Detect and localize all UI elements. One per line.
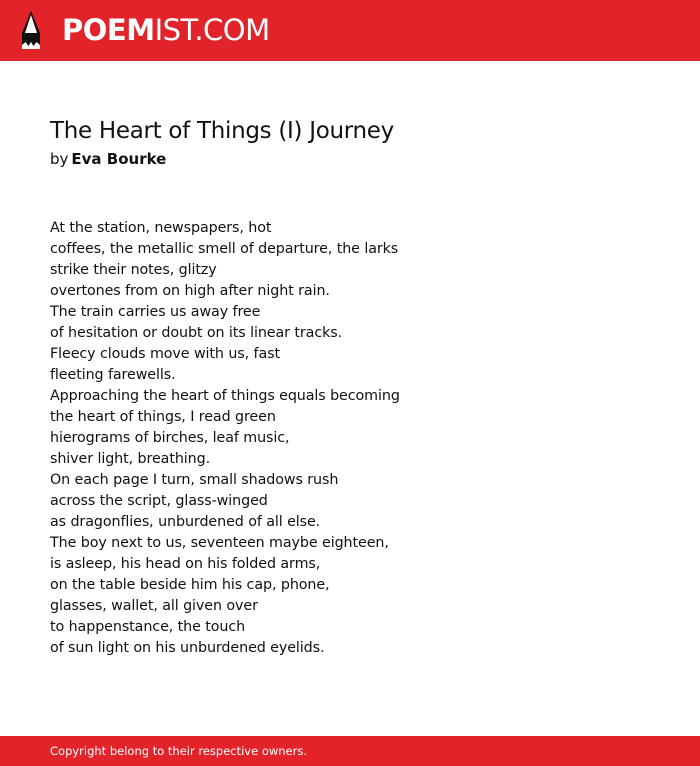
byline [50,148,166,170]
author-name[interactable]: Eva Bourke [71,150,167,168]
by-label: by [50,150,69,168]
poem-line: as dragonflies, unburdened of all else. [50,514,321,530]
site-footer [0,736,700,766]
poem-line: The train carries us away free [50,304,261,320]
poem-line: of sun light on his unburdened eyelids. [50,640,325,656]
poem-line: coffees, the metallic smell of departure, the larks [50,241,399,257]
pen-nib-icon[interactable] [18,11,44,51]
poem-line: shiver light, breathing. [50,451,211,467]
poem-line: On each page I turn, small shadows rush [50,472,339,488]
poem-body [50,218,670,659]
poem-line: Fleecy clouds move with us, fast [50,346,280,362]
poem-line: hierograms of birches, leaf music, [50,430,290,446]
poem-line: glasses, wallet, all given over [50,598,258,614]
poem-line: strike their notes, glitzy [50,262,217,278]
site-header [0,0,700,61]
poem-line: The boy next to us, seventeen maybe eighteen, [50,535,389,551]
poem-line: the heart of things, I read green [50,409,276,425]
poem-line: across the script, glass-winged [50,493,268,509]
copyright-text: Copyright belong to their respective owners. [50,744,308,758]
poem-line: on the table beside him his cap, phone, [50,577,330,593]
logo-bold-text: POEM [62,13,155,47]
poem-title: The Heart of Things (I) Journey [50,118,394,144]
poem-line: At the station, newspapers, hot [50,220,272,236]
poem-line: overtones from on high after night rain. [50,283,330,299]
poem-line: to happenstance, the touch [50,619,246,635]
poem-line: fleeting farewells. [50,367,176,383]
poem-line: of hesitation or doubt on its linear tracks. [50,325,343,341]
site-logo[interactable] [62,12,270,48]
poem-line: is asleep, his head on his folded arms, [50,556,321,572]
poem-line: Approaching the heart of things equals becoming [50,388,400,404]
logo-light-text: IST.COM [154,13,270,47]
